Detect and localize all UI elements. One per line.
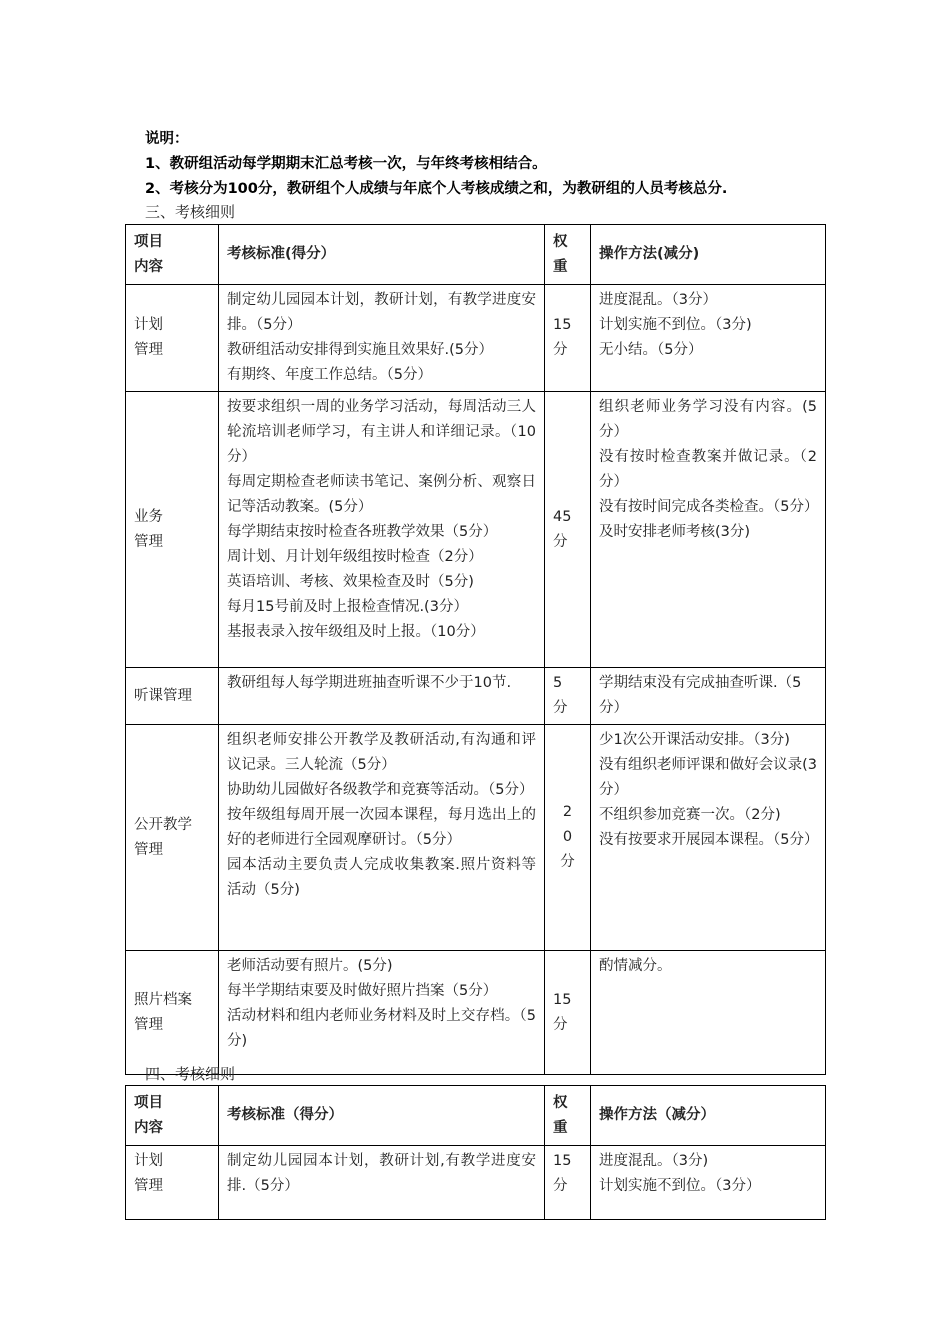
row-item: 业务 管理 (126, 392, 219, 668)
header-item: 项目 内容 (126, 225, 219, 285)
row-item: 照片档案 管理 (126, 951, 219, 1075)
notes-line-1: 1、教研组活动每学期期末汇总考核一次，与年终考核相结合。 (145, 156, 547, 172)
table-header-row (126, 1086, 826, 1146)
notes-block (145, 127, 845, 202)
table-row (126, 725, 826, 951)
header-method: 操作方法（减分） (591, 1086, 826, 1146)
row-method: 学期结束没有完成抽查听课.（5分） (591, 668, 826, 725)
notes-heading: 说明： (145, 131, 189, 147)
row-weight: 15 分 (545, 951, 591, 1075)
table-header-row (126, 225, 826, 285)
table-row (126, 285, 826, 392)
section-4-title: 四、考核细则 (145, 1065, 236, 1083)
table-row (126, 1146, 826, 1220)
header-method: 操作方法(减分) (591, 225, 826, 285)
header-item: 项目 内容 (126, 1086, 219, 1146)
section-3-title: 三、考核细则 (145, 203, 236, 221)
table-row (126, 392, 826, 668)
row-method: 少1次公开课活动安排。（3分) 没有组织老师评课和做好会议录(3分） 不组织参加竞赛一次。（2分) 没有按要求开展园本课程。（5分） (591, 725, 826, 951)
row-method: 组织老师业务学习没有内容。(5分） 没有按时检查教案并做记录。（2分） 没有按时间完成各类检查。（5分） 及时安排老师考核(3分) (591, 392, 826, 668)
header-weight: 权 重 (545, 1086, 591, 1146)
row-weight: 15 分 (545, 1146, 591, 1220)
row-item: 计划 管理 (126, 285, 219, 392)
header-criteria: 考核标准（得分） (219, 1086, 545, 1146)
row-criteria: 组织老师安排公开教学及教研活动,有沟通和评议记录。三人轮流（5分） 协助幼儿园做好各级教学和竞赛等活动。（5分） 按年级组每周开展一次园本课程，每月选出上的好的老师进行全园观摩研讨。（5分） 园本活动主要负责人完成收集教案.照片资料等活动（5分) (219, 725, 545, 951)
assessment-table-4 (125, 1085, 826, 1220)
row-criteria: 老师活动要有照片。(5分) 每半学期结束要及时做好照片挡案（5分） 活动材料和组内老师业务材料及时上交存档。（5分) (219, 951, 545, 1075)
row-method: 进度混乱。（3分) 计划实施不到位。（3分） (591, 1146, 826, 1220)
header-weight: 权 重 (545, 225, 591, 285)
row-criteria: 教研组每人每学期进班抽查听课不少于10节. (219, 668, 545, 725)
assessment-table-3 (125, 224, 826, 1075)
table-row (126, 951, 826, 1075)
notes-line-2: 2、考核分为100分，教研组个人成绩与年底个人考核成绩之和，为教研组的人员考核总分. (145, 181, 728, 197)
row-weight: 15 分 (545, 285, 591, 392)
header-criteria: 考核标准(得分） (219, 225, 545, 285)
row-item: 听课管理 (126, 668, 219, 725)
row-weight: 45 分 (545, 392, 591, 668)
row-method: 进度混乱。（3分） 计划实施不到位。（3分) 无小结。（5分） (591, 285, 826, 392)
row-weight: 2 0 分 (545, 725, 591, 951)
row-weight: 5 分 (545, 668, 591, 725)
row-criteria: 制定幼儿园园本计划，教研计划，有教学进度安排。（5分） 教研组活动安排得到实施且效果好.(5分） 有期终、年度工作总结。（5分） (219, 285, 545, 392)
row-item: 计划 管理 (126, 1146, 219, 1220)
table-row (126, 668, 826, 725)
row-item: 公开教学 管理 (126, 725, 219, 951)
row-criteria: 制定幼儿园园本计划，教研计划,有教学进度安排.（5分） (219, 1146, 545, 1220)
row-method: 酌情减分。 (591, 951, 826, 1075)
row-criteria: 按要求组织一周的业务学习活动，每周活动三人轮流培训老师学习，有主讲人和详细记录。（10分） 每周定期检查老师读书笔记、案例分析、观察日记等活动教案。(5分） 每学期结束按时检查各班教学效果（5分） 周计划、月计划年级组按时检查（2分） 英语培训、考核、效果检查及时（5分) 每月15号前及时上报检查情况.(3分） 基报表录入按年级组及时上报。（10分） (219, 392, 545, 668)
